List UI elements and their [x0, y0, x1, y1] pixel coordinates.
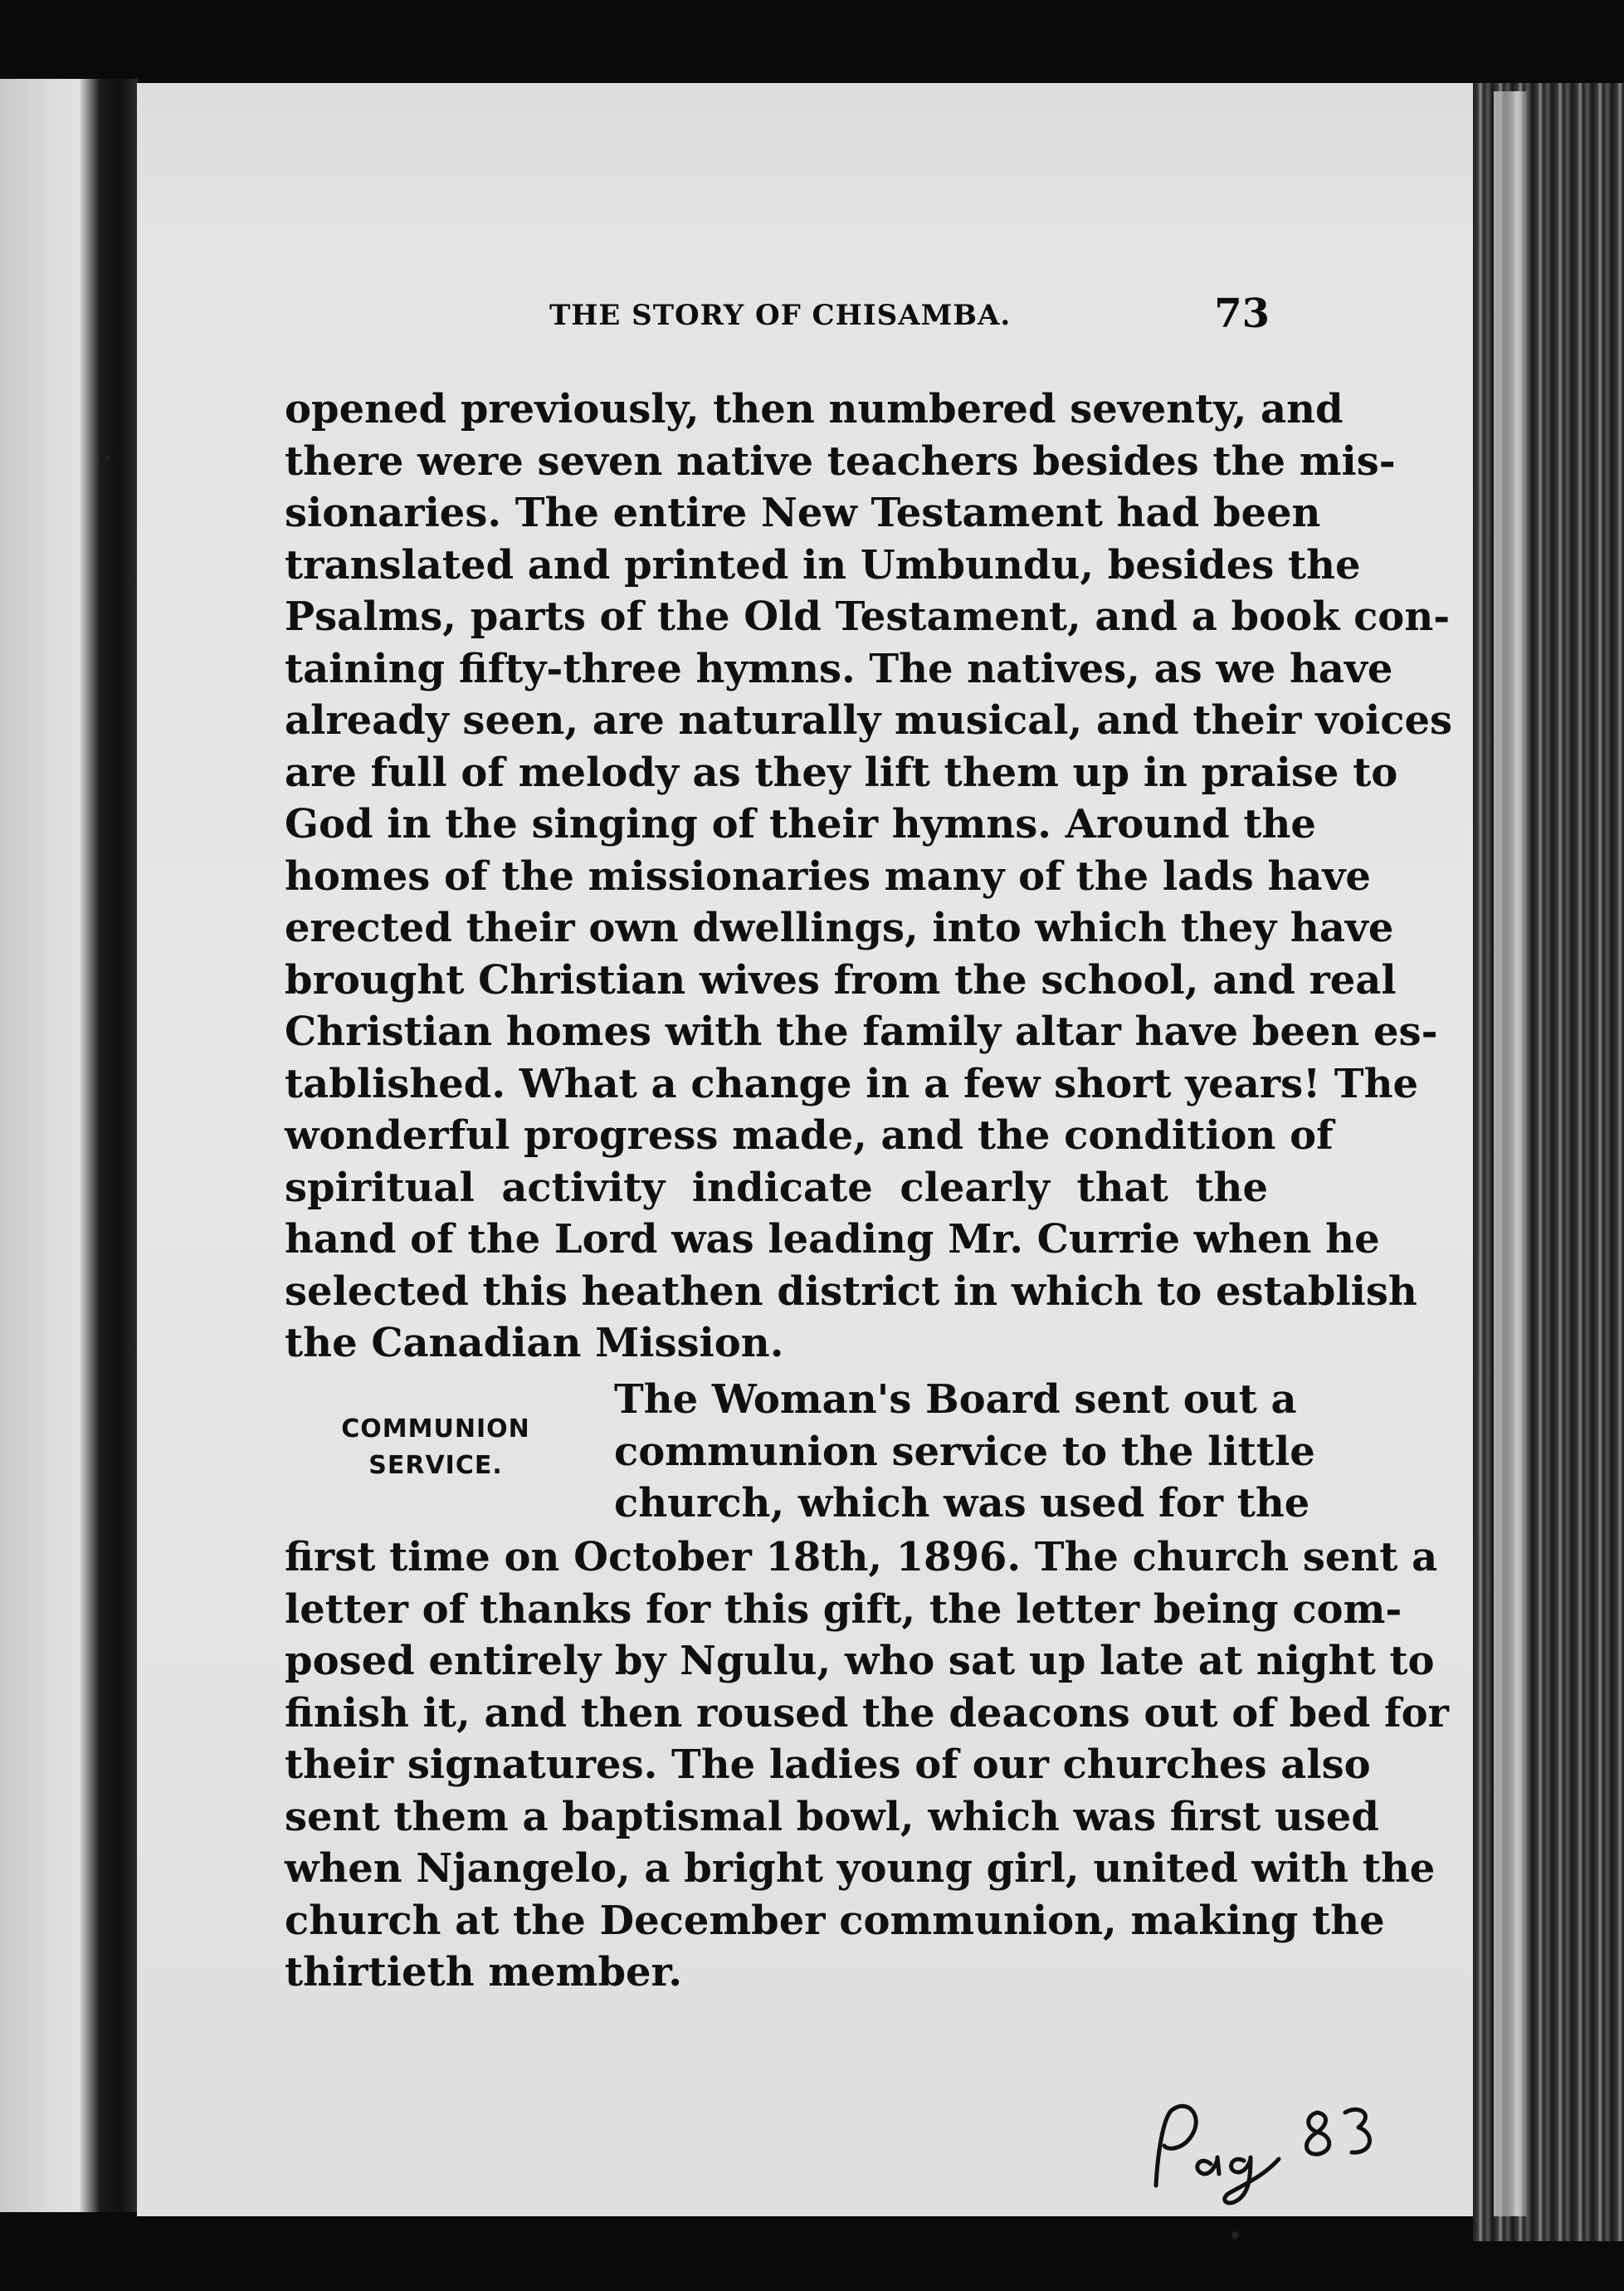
text-line: when Njangelo, a bright young girl, united with the	[285, 1845, 1436, 1892]
text-line: there were seven native teachers besides the mis-	[285, 437, 1396, 485]
margin-sidenote	[315, 1411, 556, 1484]
sidenote-line: SERVICE.	[368, 1451, 503, 1480]
text-line: wonderful progress made, and the condition of	[285, 1112, 1334, 1159]
book-gutter	[80, 79, 138, 2212]
text-line: sionaries. The entire New Testament had been	[285, 490, 1321, 536]
text-line: their signatures. The ladies of our churches also	[285, 1741, 1371, 1788]
text-line: homes of the missionaries many of the lads have	[285, 852, 1371, 900]
text-line: tablished. What a change in a few short years! The	[285, 1060, 1419, 1107]
text-line: opened previously, then numbered seventy, and	[285, 386, 1344, 432]
text-line: The Woman's Board sent out a	[614, 1376, 1297, 1423]
text-line: posed entirely by Ngulu, who sat up late at night to	[285, 1638, 1435, 1684]
text-line: erected their own dwellings, into which they have	[285, 905, 1394, 951]
text-line: taining fifty-three hymns. The natives, as we have	[285, 645, 1393, 692]
specks	[105, 455, 110, 460]
text-line: translated and printed in Umbundu, besides the	[285, 541, 1361, 589]
handwritten-page-note-drawing	[1141, 2088, 1390, 2212]
text-line: Christian homes with the family altar have been es-	[285, 1009, 1438, 1055]
text-line: spiritual activity indicate clearly that the	[285, 1164, 1268, 1211]
paragraph-1	[285, 383, 1452, 1370]
text-line: church, which was used for the	[614, 1480, 1310, 1527]
paragraph-2	[285, 1531, 1449, 1999]
text-line: God in the singing of their hymns. Around the	[285, 801, 1316, 848]
text-line: letter of thanks for this gift, the letter being com-	[285, 1585, 1402, 1633]
text-line: hand of the Lord was leading Mr. Currie when he	[285, 1216, 1380, 1263]
page-number: 73	[1214, 291, 1270, 337]
sidenote-line: COMMUNION	[341, 1414, 530, 1443]
text-line: first time on October 18th, 1896. The church sent a	[285, 1534, 1438, 1580]
text-line: are full of melody as they lift them up in praise to	[285, 749, 1398, 796]
text-line: brought Christian wives from the school, and real	[285, 956, 1397, 1004]
page-header	[539, 291, 1270, 340]
text-line: church at the December communion, making the	[285, 1897, 1385, 1944]
paragraph-2-indented	[614, 1374, 1315, 1530]
text-line: Psalms, parts of the Old Testament, and a book con-	[285, 594, 1451, 640]
specks	[1231, 2231, 1239, 2239]
text-line: finish it, and then roused the deacons out of bed for	[285, 1689, 1449, 1737]
text-line: the Canadian Mission.	[285, 1320, 784, 1366]
text-line: sent them a baptismal bowl, which was first used	[285, 1793, 1379, 1840]
text-line: thirtieth member.	[285, 1949, 683, 1995]
running-title: THE STORY OF CHISAMBA.	[549, 299, 1012, 332]
page-edges-highlight	[1494, 91, 1527, 2216]
text-line: selected this heathen district in which to establish	[285, 1268, 1417, 1315]
text-line: already seen, are naturally musical, and their voices	[285, 697, 1452, 744]
text-line: communion service to the little	[614, 1428, 1315, 1475]
handwritten-page-note	[1141, 2088, 1390, 2212]
